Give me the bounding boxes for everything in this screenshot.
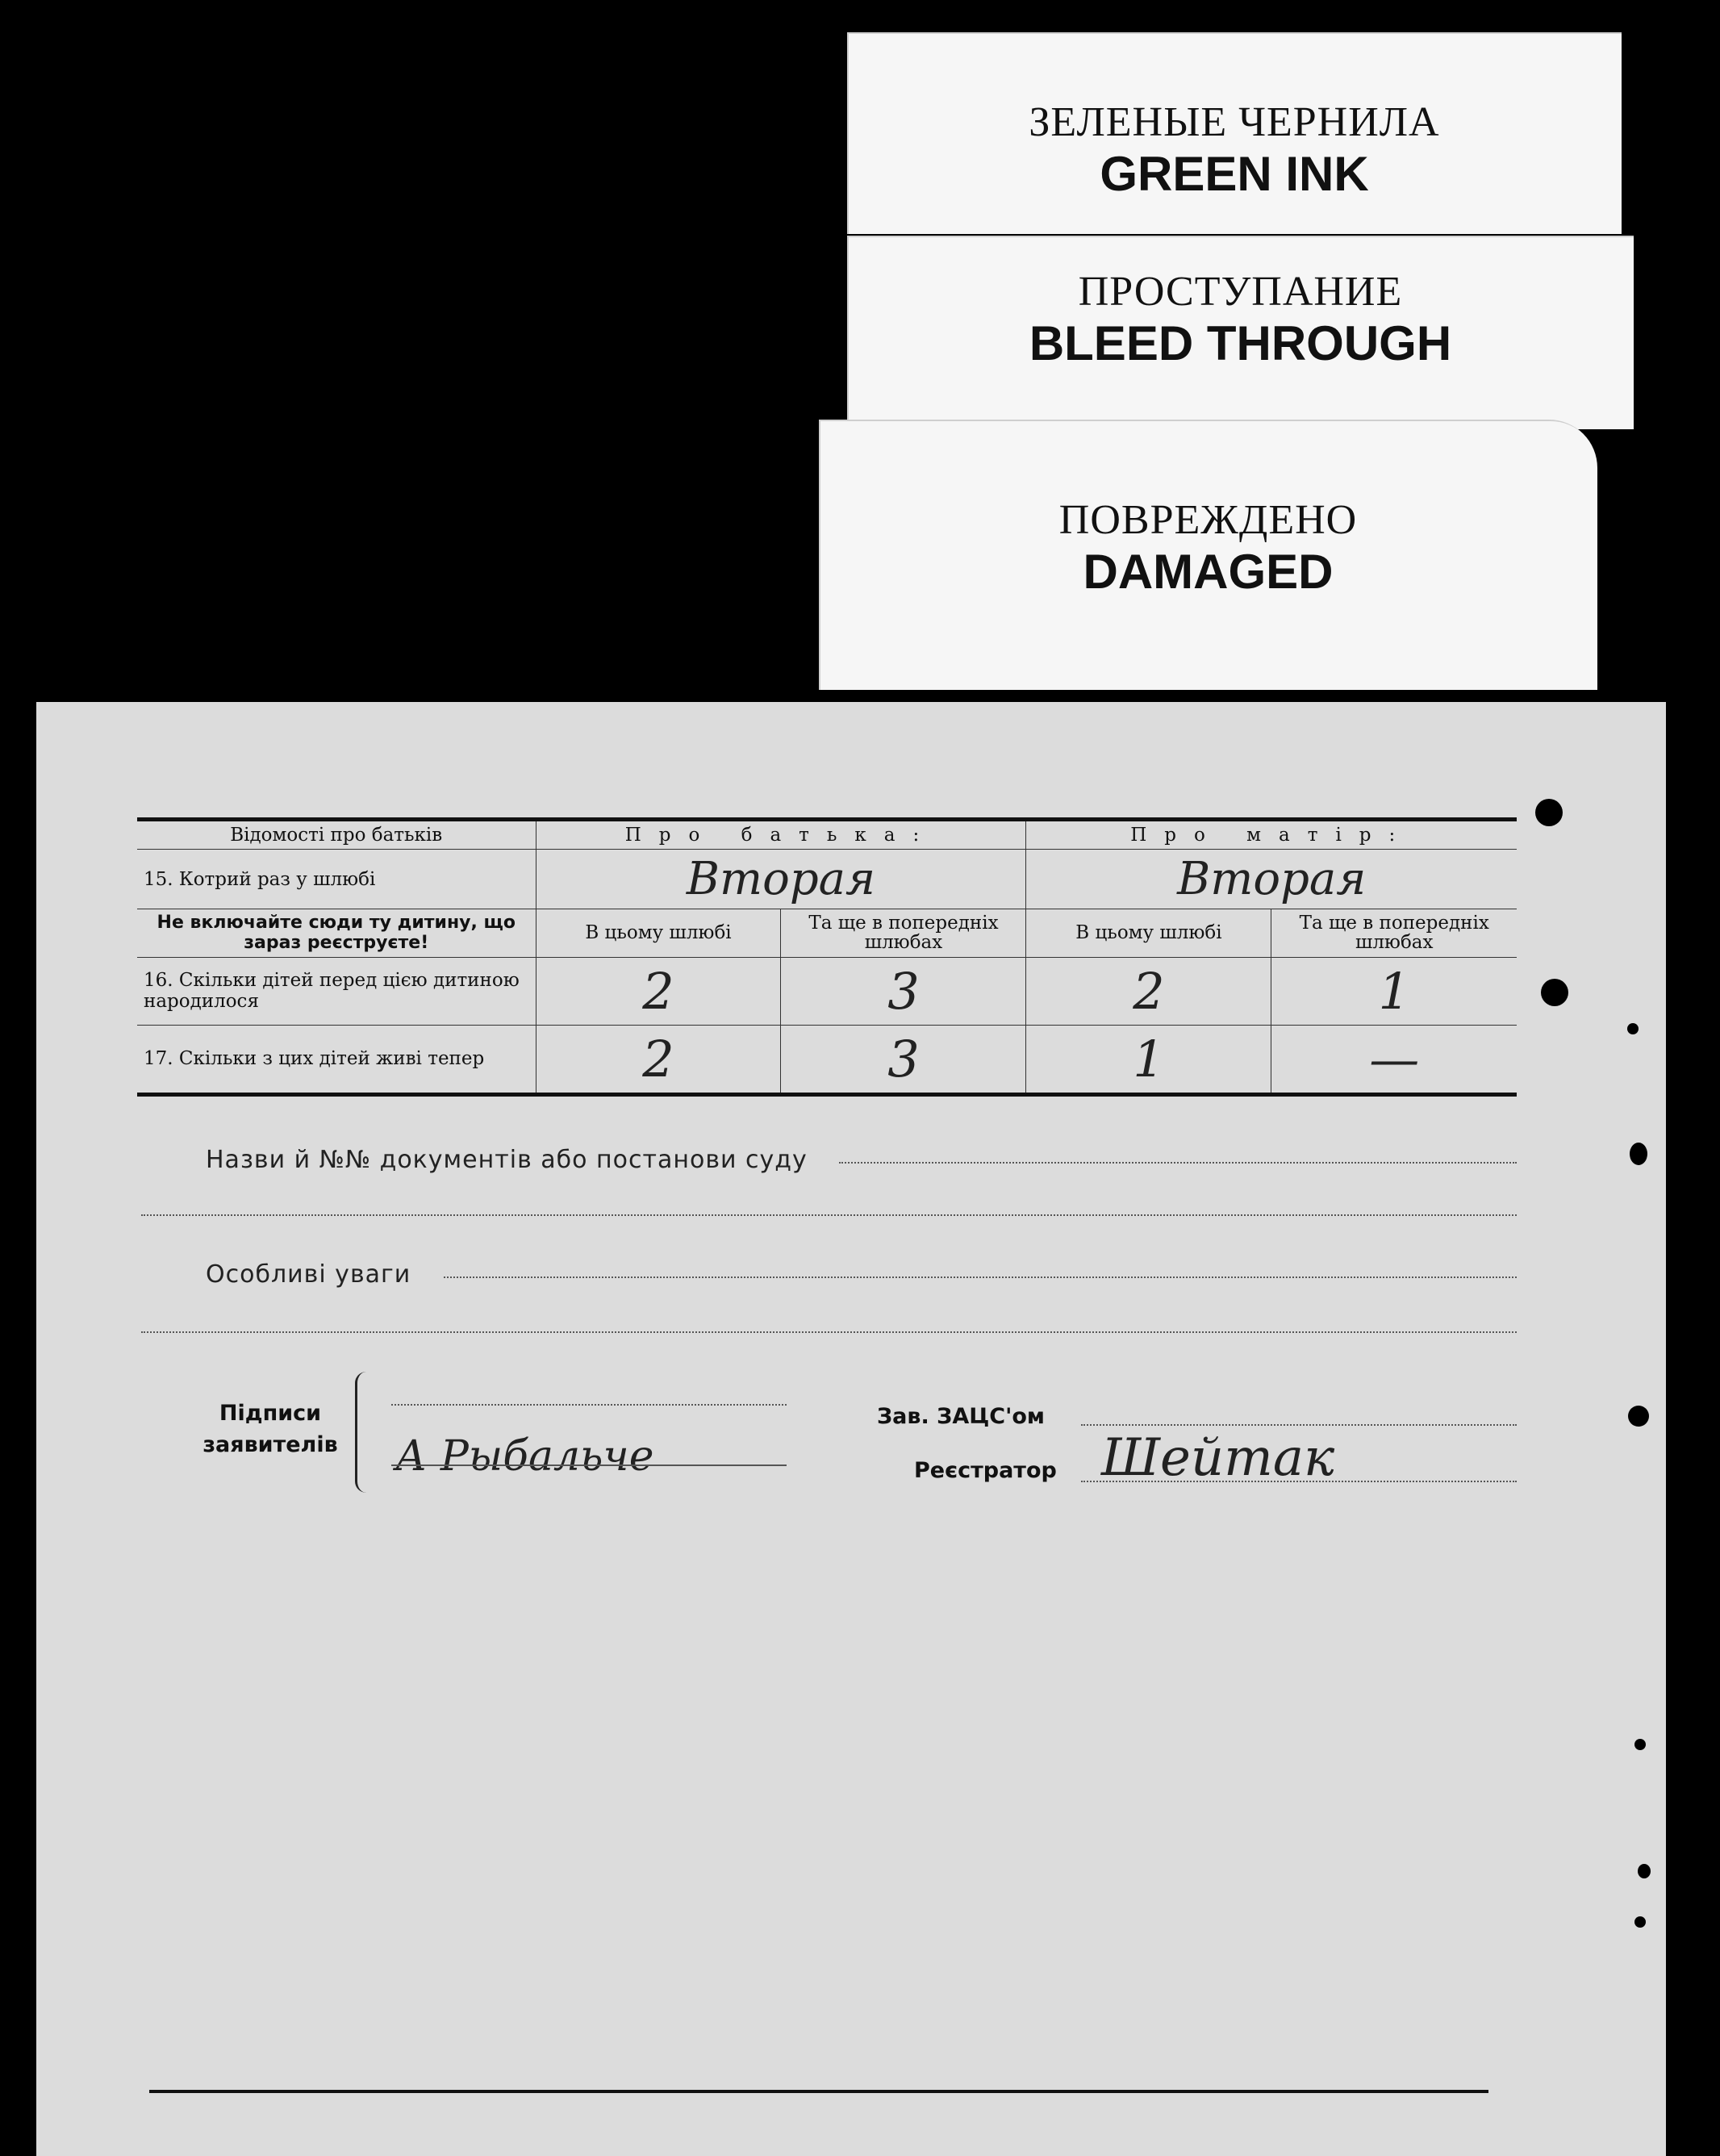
documents-label: Назви й №№ документів або постанови суду	[206, 1146, 808, 1174]
header-info: Відомості про батьків	[137, 820, 536, 850]
row15-father-value: Вторая	[536, 850, 1026, 909]
applicant-sign-line	[391, 1404, 787, 1406]
bleed-through-ru: ПРОСТУПАНИЕ	[1078, 269, 1403, 315]
sub-mother-this: В цьому шлюбі	[1026, 909, 1271, 958]
row16-mother-prev: 1	[1271, 957, 1517, 1025]
row16-label: 16. Скільки дітей перед цією дитиною народилося	[137, 957, 536, 1025]
registrar-signature: Шейтак	[1101, 1428, 1335, 1488]
documents-line	[839, 1162, 1517, 1164]
binding-hole	[1638, 1864, 1651, 1878]
remarks-label: Особливі уваги	[206, 1260, 411, 1289]
header-father: Про батька:	[536, 820, 1026, 850]
row17-mother-prev: —	[1271, 1025, 1517, 1094]
registrar-line	[1081, 1481, 1517, 1482]
row15-label: 15. Котрий раз у шлюбі	[137, 850, 536, 909]
zags-head-label: Зав. ЗАЦС'ом	[877, 1404, 1045, 1429]
sub-father-prev: Та ще в попередніх шлюбах	[781, 909, 1026, 958]
binding-hole	[1541, 979, 1568, 1006]
damaged-label	[819, 420, 1597, 690]
row16-father-prev: 3	[781, 957, 1026, 1025]
remarks-line-2	[141, 1331, 1517, 1333]
sub-mother-prev: Та ще в попередніх шлюбах	[1271, 909, 1517, 958]
binding-hole	[1627, 1023, 1639, 1034]
bottom-rule	[149, 2090, 1488, 2093]
row15-mother-value: Вторая	[1026, 850, 1517, 909]
binding-hole	[1630, 1143, 1647, 1165]
sub-father-this: В цьому шлюбі	[536, 909, 781, 958]
binding-hole	[1628, 1406, 1649, 1427]
registration-form	[36, 702, 1666, 2156]
row16-mother-this: 2	[1026, 957, 1271, 1025]
row17-father-this: 2	[536, 1025, 781, 1094]
applicant-sign-line-2	[391, 1464, 787, 1466]
green-ink-label	[847, 32, 1622, 234]
zags-head-line	[1081, 1424, 1517, 1426]
row17-label: 17. Скільки з цих дітей живі тепер	[137, 1025, 536, 1094]
signatures-bracket	[355, 1372, 369, 1493]
parents-info-table	[137, 817, 1517, 1097]
row16-father-this: 2	[536, 957, 781, 1025]
registrar-label: Реєстратор	[914, 1458, 1057, 1483]
damaged-ru: ПОВРЕЖДЕНО	[1058, 497, 1358, 543]
bleed-through-en: BLEED THROUGH	[1029, 316, 1452, 370]
binding-hole	[1634, 1916, 1646, 1928]
signatures-label: Підписи заявителів	[202, 1401, 338, 1458]
bleed-through-label	[847, 236, 1634, 429]
damaged-en: DAMAGED	[1083, 545, 1334, 599]
green-ink-ru: ЗЕЛЕНЫЕ ЧЕРНИЛА	[1029, 99, 1440, 145]
binding-hole	[1535, 799, 1563, 826]
row17-mother-this: 1	[1026, 1025, 1271, 1094]
warning-note: Не включайте сюди ту дитину, що зараз реєструєте!	[137, 909, 536, 958]
binding-hole	[1634, 1739, 1646, 1750]
remarks-line	[444, 1276, 1517, 1278]
header-mother: Про матір:	[1026, 820, 1517, 850]
applicant-signature: А Рыбальче	[395, 1432, 654, 1481]
green-ink-en: GREEN INK	[1100, 147, 1369, 201]
row17-father-prev: 3	[781, 1025, 1026, 1094]
documents-line-2	[141, 1214, 1517, 1216]
